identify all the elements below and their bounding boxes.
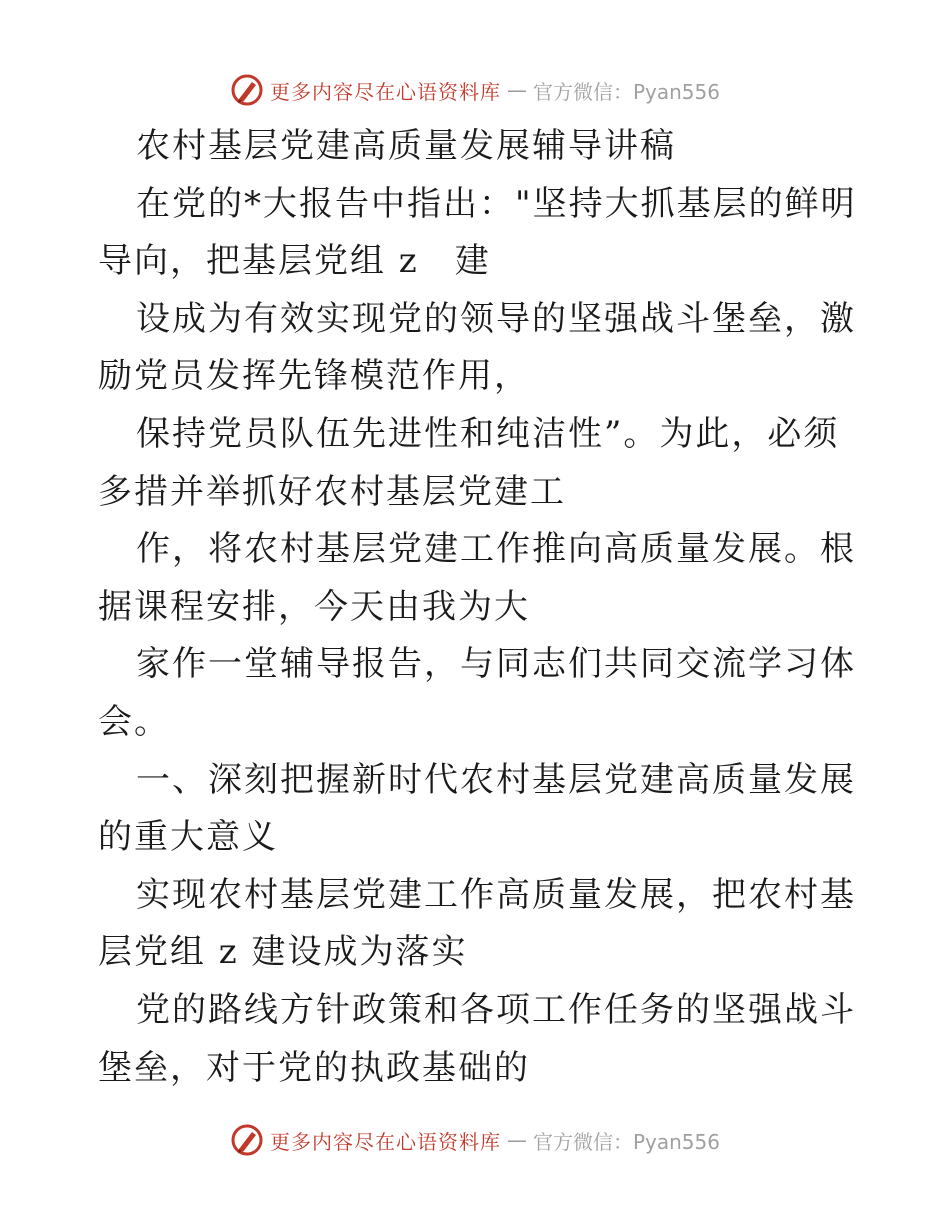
banner-text: 更多内容尽在心语资料库 <box>269 79 501 104</box>
document-body <box>98 118 858 1097</box>
banner-separator: — <box>506 1128 527 1152</box>
paragraph: 家作一堂辅导报告，与同志们共同交流学习体会。 <box>98 644 856 742</box>
banner-wechat: 官方微信：Pyan556 <box>532 79 720 104</box>
paragraph: 保持党员队伍先进性和纯洁性”。为此，必须多措并举抓好农村基层党建工 <box>98 413 840 512</box>
banner-separator: — <box>506 78 527 102</box>
pen-logo-icon <box>230 73 264 107</box>
document-title: 农村基层党建高质量发展辅导讲稿 <box>136 126 676 166</box>
paragraph: 实现农村基层党建工作高质量发展，把农村基层党组 z 建设成为落实 <box>98 874 856 973</box>
paragraph: 党的路线方针政策和各项工作任务的坚强战斗堡垒，对于党的执政基础的 <box>98 989 856 1088</box>
paragraph: 作，将农村基层党建工作推向高质量发展。根据课程安排，今天由我为大 <box>98 529 856 627</box>
paragraph: 在党的*大报告中指出："坚持大抓基层的鲜明导向，把基层党组 z 建 <box>98 183 857 282</box>
paragraph: 设成为有效实现党的领导的坚强战斗堡垒，激励党员发挥先锋模范作用， <box>98 298 856 397</box>
banner-text: 更多内容尽在心语资料库 <box>269 1129 501 1154</box>
section-heading: 一、深刻把握新时代农村基层党建高质量发展的重大意义 <box>98 759 856 858</box>
banner-wechat: 官方微信：Pyan556 <box>532 1129 720 1154</box>
pen-logo-icon <box>230 1123 264 1157</box>
header-banner <box>0 68 950 112</box>
footer-banner <box>0 1118 950 1162</box>
